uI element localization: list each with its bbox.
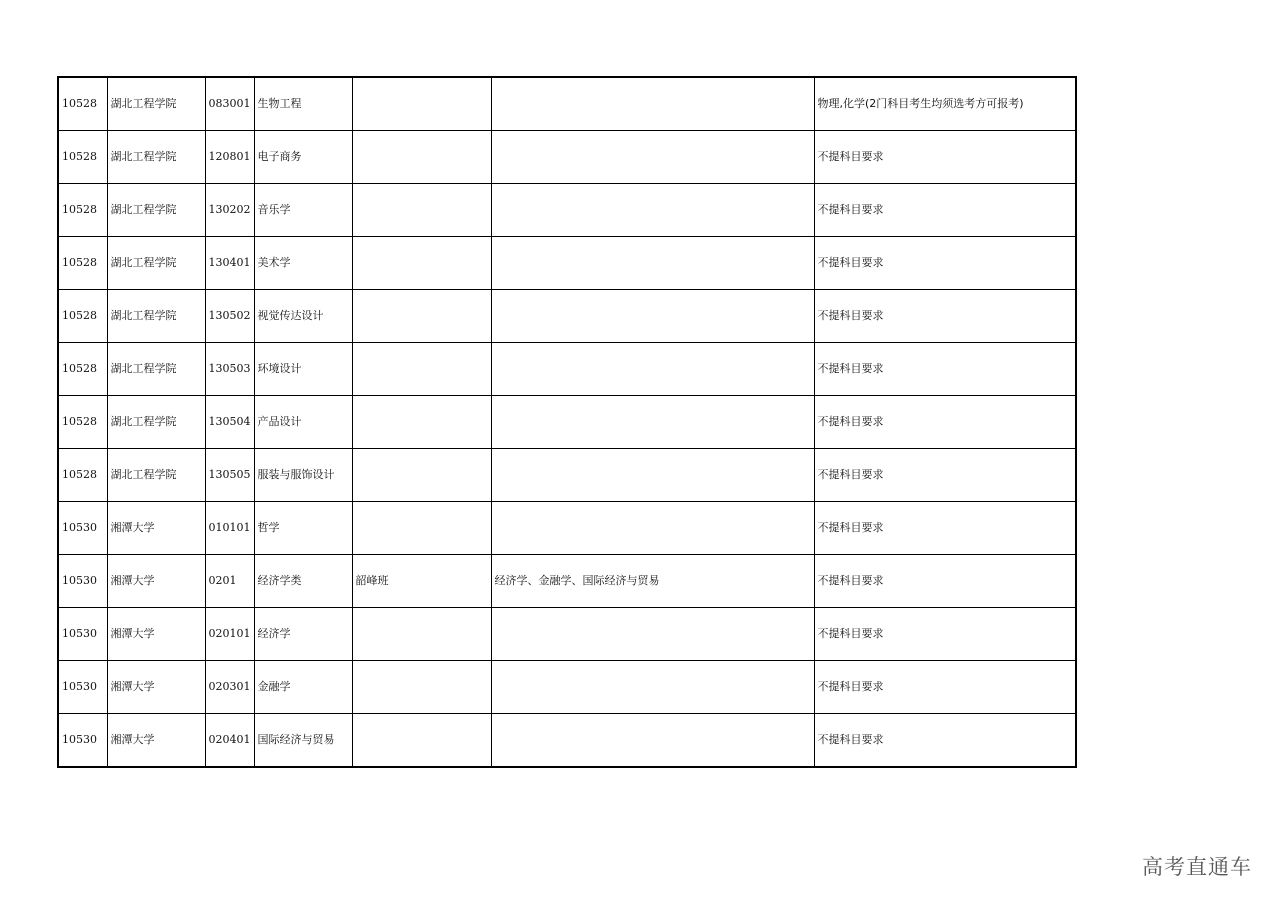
watermark-text: 高考直通车: [1142, 855, 1252, 879]
included-majors-cell: [491, 237, 814, 290]
school-name-cell: 湘潭大学: [107, 714, 205, 768]
subject-requirement-cell: 不提科目要求: [814, 502, 1076, 555]
major-code-cell: 020101: [205, 608, 254, 661]
major-name-cell: 音乐学: [254, 184, 352, 237]
major-code-cell: 130503: [205, 343, 254, 396]
major-code-cell: 130504: [205, 396, 254, 449]
school-name-cell: 湘潭大学: [107, 661, 205, 714]
school-name-cell: 湖北工程学院: [107, 343, 205, 396]
school-name-cell: 湖北工程学院: [107, 131, 205, 184]
major-name-cell: 环境设计: [254, 343, 352, 396]
subject-requirement-cell: 不提科目要求: [814, 396, 1076, 449]
school-name-cell: 湖北工程学院: [107, 449, 205, 502]
included-majors-cell: [491, 714, 814, 768]
table-row: [58, 449, 1076, 502]
school-code-cell: 10528: [58, 396, 107, 449]
major-code-cell: 0201: [205, 555, 254, 608]
class-name-cell: [352, 396, 491, 449]
table-row: [58, 131, 1076, 184]
table-row: [58, 555, 1076, 608]
included-majors-cell: [491, 449, 814, 502]
included-majors-cell: [491, 608, 814, 661]
school-code-cell: 10528: [58, 131, 107, 184]
major-code-cell: 130202: [205, 184, 254, 237]
class-name-cell: [352, 502, 491, 555]
subject-requirement-cell: 不提科目要求: [814, 131, 1076, 184]
included-majors-cell: [491, 131, 814, 184]
table-row: [58, 184, 1076, 237]
school-code-cell: 10530: [58, 608, 107, 661]
included-majors-cell: [491, 502, 814, 555]
major-name-cell: 电子商务: [254, 131, 352, 184]
major-name-cell: 服装与服饰设计: [254, 449, 352, 502]
class-name-cell: [352, 661, 491, 714]
major-code-cell: 020401: [205, 714, 254, 768]
subject-requirement-cell: 不提科目要求: [814, 714, 1076, 768]
table-row: [58, 714, 1076, 768]
class-name-cell: [352, 449, 491, 502]
table-row: [58, 661, 1076, 714]
table-row: [58, 396, 1076, 449]
major-name-cell: 金融学: [254, 661, 352, 714]
school-code-cell: 10528: [58, 449, 107, 502]
table-row: [58, 77, 1076, 131]
included-majors-cell: [491, 184, 814, 237]
included-majors-cell: 经济学、金融学、国际经济与贸易: [491, 555, 814, 608]
major-name-cell: 美术学: [254, 237, 352, 290]
subject-requirement-cell: 不提科目要求: [814, 661, 1076, 714]
class-name-cell: [352, 131, 491, 184]
school-name-cell: 湖北工程学院: [107, 184, 205, 237]
school-name-cell: 湖北工程学院: [107, 290, 205, 343]
class-name-cell: 韶峰班: [352, 555, 491, 608]
included-majors-cell: [491, 396, 814, 449]
school-code-cell: 10530: [58, 555, 107, 608]
major-name-cell: 哲学: [254, 502, 352, 555]
major-code-cell: 130502: [205, 290, 254, 343]
major-name-cell: 生物工程: [254, 77, 352, 131]
included-majors-cell: [491, 661, 814, 714]
class-name-cell: [352, 343, 491, 396]
school-name-cell: 湖北工程学院: [107, 237, 205, 290]
school-code-cell: 10528: [58, 343, 107, 396]
school-code-cell: 10530: [58, 502, 107, 555]
subject-requirement-cell: 物理,化学(2门科目考生均须选考方可报考): [814, 77, 1076, 131]
major-name-cell: 视觉传达设计: [254, 290, 352, 343]
major-code-cell: 083001: [205, 77, 254, 131]
school-name-cell: 湘潭大学: [107, 608, 205, 661]
school-code-cell: 10528: [58, 290, 107, 343]
included-majors-cell: [491, 77, 814, 131]
school-code-cell: 10528: [58, 77, 107, 131]
school-name-cell: 湘潭大学: [107, 502, 205, 555]
subject-requirement-cell: 不提科目要求: [814, 290, 1076, 343]
major-name-cell: 国际经济与贸易: [254, 714, 352, 768]
school-name-cell: 湖北工程学院: [107, 396, 205, 449]
class-name-cell: [352, 608, 491, 661]
school-name-cell: 湘潭大学: [107, 555, 205, 608]
major-code-cell: 130505: [205, 449, 254, 502]
subject-requirement-cell: 不提科目要求: [814, 184, 1076, 237]
school-code-cell: 10528: [58, 184, 107, 237]
subject-requirements-table: [57, 76, 1077, 768]
subject-requirement-cell: 不提科目要求: [814, 449, 1076, 502]
class-name-cell: [352, 290, 491, 343]
school-code-cell: 10530: [58, 661, 107, 714]
table-row: [58, 502, 1076, 555]
class-name-cell: [352, 77, 491, 131]
major-name-cell: 经济学类: [254, 555, 352, 608]
subject-requirement-cell: 不提科目要求: [814, 608, 1076, 661]
major-code-cell: 120801: [205, 131, 254, 184]
subject-requirement-cell: 不提科目要求: [814, 237, 1076, 290]
class-name-cell: [352, 237, 491, 290]
school-code-cell: 10528: [58, 237, 107, 290]
school-name-cell: 湖北工程学院: [107, 77, 205, 131]
subject-requirement-cell: 不提科目要求: [814, 555, 1076, 608]
major-code-cell: 130401: [205, 237, 254, 290]
subject-requirement-cell: 不提科目要求: [814, 343, 1076, 396]
major-name-cell: 经济学: [254, 608, 352, 661]
table-body: [58, 77, 1076, 767]
class-name-cell: [352, 714, 491, 768]
class-name-cell: [352, 184, 491, 237]
major-code-cell: 020301: [205, 661, 254, 714]
school-code-cell: 10530: [58, 714, 107, 768]
table-row: [58, 290, 1076, 343]
included-majors-cell: [491, 343, 814, 396]
major-code-cell: 010101: [205, 502, 254, 555]
table-row: [58, 343, 1076, 396]
table-row: [58, 237, 1076, 290]
included-majors-cell: [491, 290, 814, 343]
major-name-cell: 产品设计: [254, 396, 352, 449]
table-row: [58, 608, 1076, 661]
